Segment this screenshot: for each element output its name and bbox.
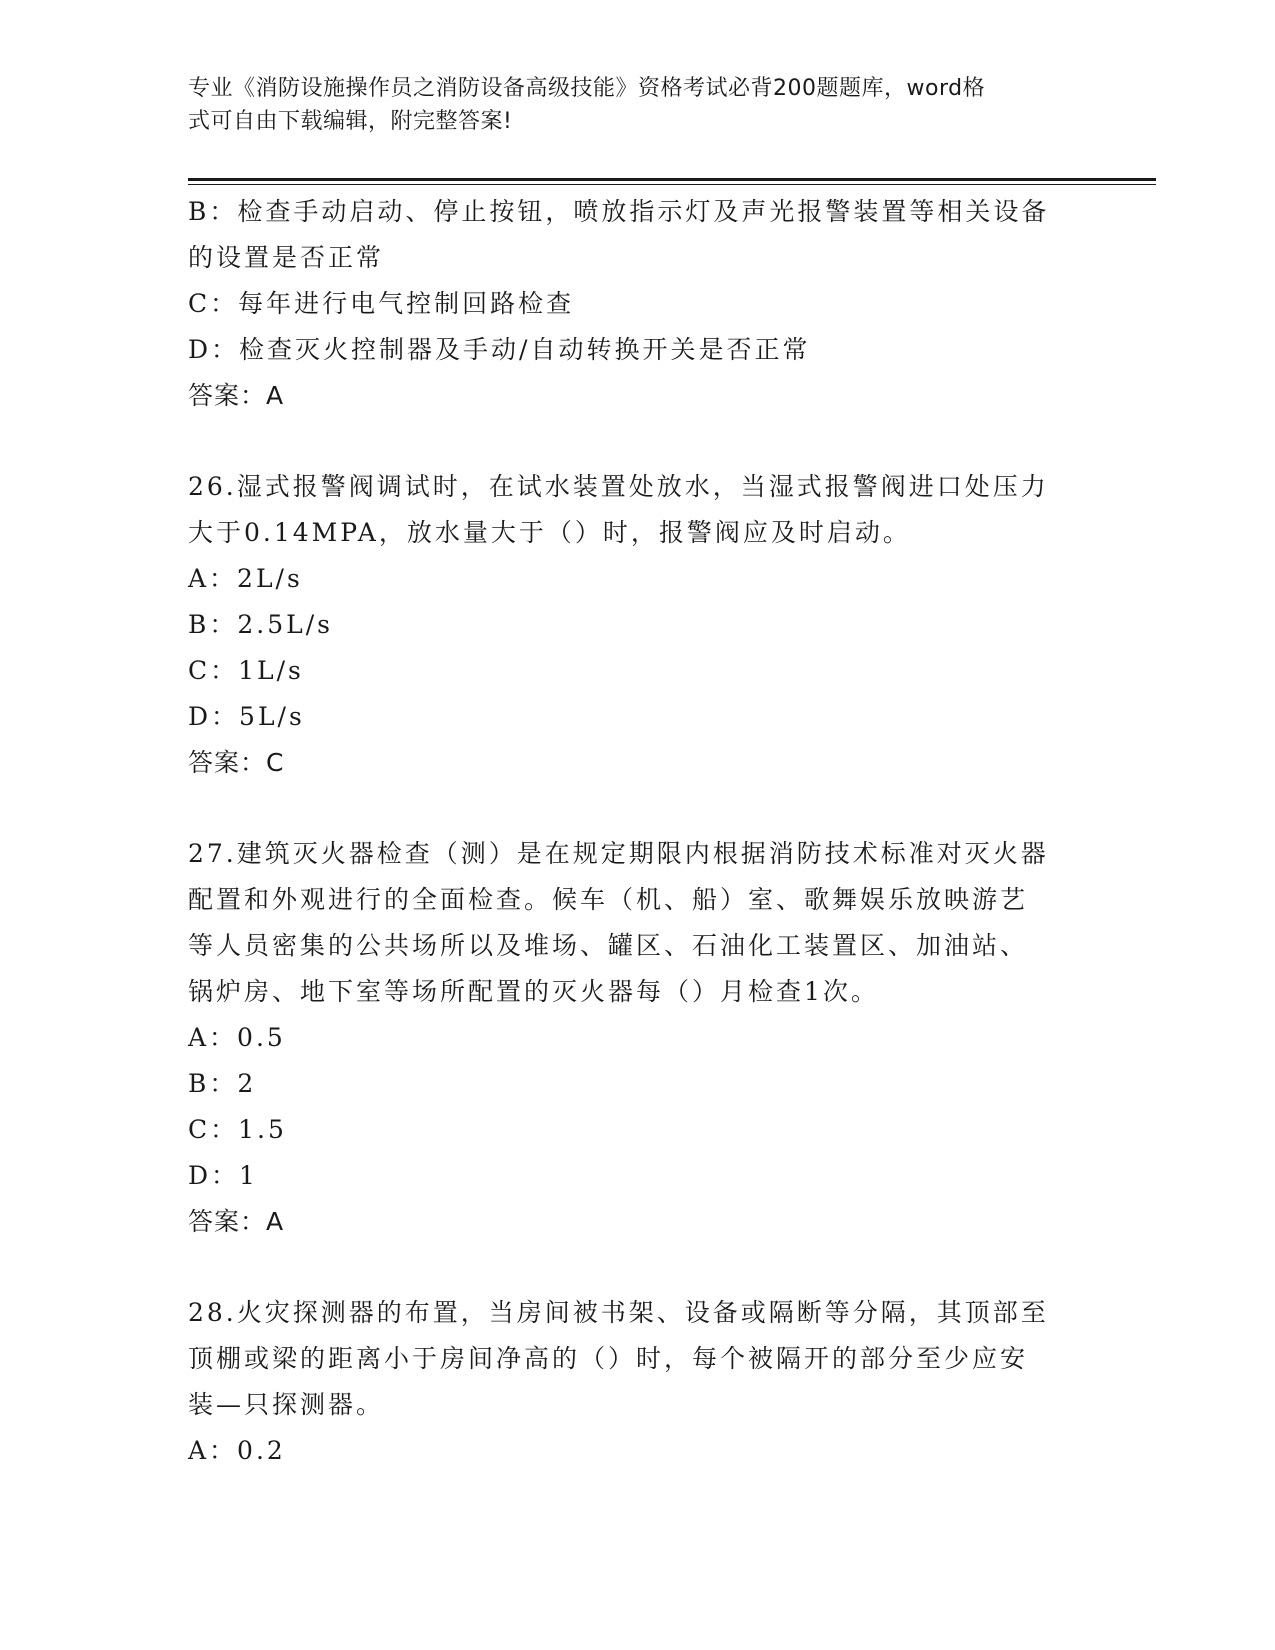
option-d: D：1 [188, 1161, 258, 1190]
question-stem-line-2: 顶棚或梁的距离小于房间净高的（）时，每个被隔开的部分至少应安 [188, 1344, 1029, 1373]
document-header [188, 72, 1068, 138]
option-b-line-1: B：检查手动启动、停止按钮，喷放指示灯及声光报警装置等相关设备 [188, 197, 1050, 226]
answer: 答案：A [188, 381, 285, 410]
question-stem-line-3: 等人员密集的公共场所以及堆场、罐区、石油化工装置区、加油站、 [188, 931, 1029, 960]
option-c: C：每年进行电气控制回路检查 [188, 289, 575, 318]
question-stem-line-1: 28.火灾探测器的布置，当房间被书架、设备或隔断等分隔，其顶部至 [188, 1298, 1049, 1327]
option-b: B：2.5L/s [188, 610, 333, 639]
question-stem-line-3: 装—只探测器。 [188, 1390, 385, 1419]
question-stem-line-1: 27.建筑灭火器检查（测）是在规定期限内根据消防技术标准对灭火器 [188, 839, 1049, 868]
question-26 [188, 464, 1088, 786]
option-c: C：1.5 [188, 1115, 287, 1144]
spacer [188, 419, 1088, 464]
option-d: D：检查灭火控制器及手动/自动转换开关是否正常 [188, 335, 811, 364]
question-stem-line-1: 26.湿式报警阀调试时，在试水装置处放水，当湿式报警阀进口处压力 [188, 472, 1049, 501]
question-stem-line-4: 锅炉房、地下室等场所配置的灭火器每（）月检查1次。 [188, 977, 879, 1006]
option-c: C：1L/s [188, 656, 304, 685]
option-a: A：0.2 [188, 1436, 286, 1465]
header-line-2: 式可自由下载编辑，附完整答案! [188, 109, 513, 134]
option-a: A：2L/s [188, 564, 303, 593]
question-28 [188, 1290, 1088, 1474]
question-25-tail [188, 189, 1088, 419]
header-line-1: 专业《消防设施操作员之消防设备高级技能》资格考试必背200题题库，word格 [188, 76, 986, 101]
option-a: A：0.5 [188, 1023, 286, 1052]
option-b-line-2: 的设置是否正常 [188, 243, 385, 272]
spacer [188, 786, 1088, 831]
answer: 答案：A [188, 1207, 285, 1236]
question-stem-line-2: 大于0.14MPA，放水量大于（）时，报警阀应及时启动。 [188, 518, 911, 547]
option-d: D：5L/s [188, 702, 305, 731]
document-body [188, 189, 1088, 1474]
question-27 [188, 831, 1088, 1245]
option-b: B：2 [188, 1069, 257, 1098]
header-rule-thick [188, 178, 1156, 181]
header-rule-thin [188, 184, 1156, 185]
spacer [188, 1245, 1088, 1290]
answer: 答案：C [188, 748, 285, 777]
question-stem-line-2: 配置和外观进行的全面检查。候车（机、船）室、歌舞娱乐放映游艺 [188, 885, 1029, 914]
